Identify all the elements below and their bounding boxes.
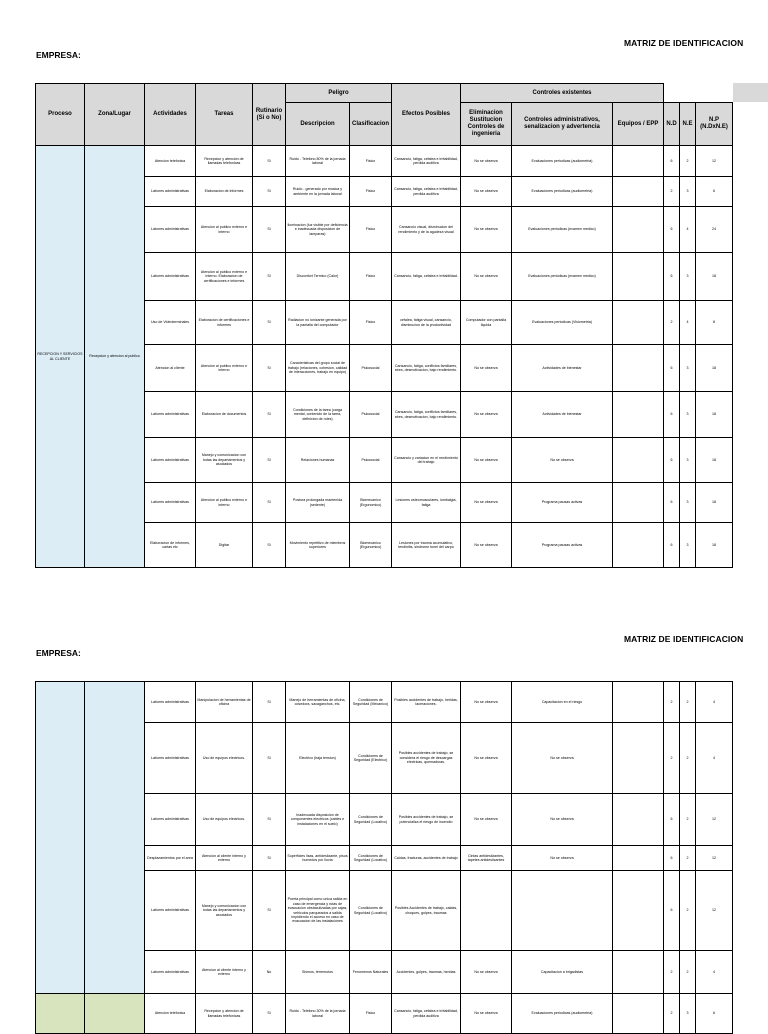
cell-equipos: [613, 794, 664, 846]
col-header-np: N.P (N.DxN.E): [696, 103, 733, 146]
cell-np: 18: [696, 438, 733, 483]
cell-ne: 2: [680, 871, 696, 951]
cell-clasificacion: Fisico: [350, 301, 392, 345]
cell-np: 18: [696, 523, 733, 568]
cell-efectos: Cansancio, fatiga, conflictos familiares, stres, desmotivacion, bajo rendimiento.: [392, 392, 461, 438]
cell-controles-admin: Programa pausas activas: [512, 523, 613, 568]
cell-actividad: Atencion telefonica: [145, 146, 196, 177]
cell-eliminacion: No se observa: [461, 207, 512, 253]
cell-clasificacion: Condiciones de Seguridad (Mecanico): [350, 682, 392, 723]
cell-proceso-continued: [36, 682, 85, 994]
cell-clasificacion: Condiciones de Seguridad (Locativo): [350, 871, 392, 951]
cell-equipos: [613, 723, 664, 794]
cell-efectos: Posibles accidentes de trabajo, se considera el riesgo de descargas electricas, quemaduras.: [392, 723, 461, 794]
cell-nd: 2: [664, 723, 680, 794]
col-header-peligro: Peligro: [286, 84, 392, 103]
cell-efectos: Cansancio, fatiga, cefalea e irritabilidad, perdida auditiva: [392, 994, 461, 1034]
col-header-clasificacion: Clasificacion: [350, 103, 392, 146]
cell-rutinario: No: [253, 951, 286, 994]
cell-tarea: Atencion al cliente interno y externo: [196, 951, 253, 994]
cell-ne: 2: [680, 146, 696, 177]
cell-actividad: Labores administrativas: [145, 871, 196, 951]
cell-ne: 3: [680, 392, 696, 438]
cell-actividad: Atencion al cliente: [145, 345, 196, 392]
col-header-equipos: Equipos / EPP: [613, 103, 664, 146]
cell-eliminacion: No se observa: [461, 682, 512, 723]
cell-np: 4: [696, 682, 733, 723]
cell-controles-admin: Evaluaciones periodicas (examen medico): [512, 253, 613, 301]
cell-controles-admin: Evaluaciones periodicas (Visiometria): [512, 301, 613, 345]
cell-nd: 2: [664, 682, 680, 723]
cell-np: 12: [696, 846, 733, 871]
cell-tarea: Elaboracion de documentos: [196, 392, 253, 438]
col-header-zona: Zona/Lugar: [85, 84, 145, 146]
cell-clasificacion: Psicosocial: [350, 438, 392, 483]
table-row: [36, 682, 733, 723]
page-title-2: MATRIZ DE IDENTIFICACION: [624, 634, 744, 644]
cell-descripcion: Inadecuada disposicion de componentes electricos (cables e instalaciones en el suelo): [286, 794, 350, 846]
cell-actividad: Labores administrativas: [145, 794, 196, 846]
cell-controles-admin: No se observa: [512, 438, 613, 483]
cell-descripcion: Superficies lisas, antideslizante, pisos humedos por lluvia: [286, 846, 350, 871]
cell-efectos: Lesiones por trauma acumulativo, tendinitis, sindrome tunel del carpo: [392, 523, 461, 568]
cell-nd: 2: [664, 951, 680, 994]
header-tab-block: [733, 83, 768, 102]
cell-descripcion: Ruido - Telefono 30% de la jornada laboral: [286, 994, 350, 1034]
cell-efectos: cefalea, fatiga visual, cansancio, disminucion de la productividad: [392, 301, 461, 345]
cell-np: 18: [696, 483, 733, 523]
cell-efectos: Cansancio, fatiga, conflictos familiares, stres, desmotivacion, bajo rendimiento.: [392, 345, 461, 392]
cell-equipos: [613, 846, 664, 871]
cell-actividad: Elaboracion de informes, cartas etc: [145, 523, 196, 568]
col-header-efectos: Efectos Posibles: [392, 84, 461, 146]
cell-efectos: Posibles accidentes de trabajo, se potencializa el riesgo de incendio: [392, 794, 461, 846]
cell-descripcion: Caracteristicas del grupo social de trabajo (relaciones, cohesion, calidad de interacciones, trabajo en equipo): [286, 345, 350, 392]
cell-ne: 2: [680, 951, 696, 994]
cell-eliminacion: No se observa: [461, 392, 512, 438]
cell-eliminacion: No se observa: [461, 146, 512, 177]
col-header-ne: N.E: [680, 103, 696, 146]
cell-eliminacion: Cintas antideslizantes, tapetes antideslizantes: [461, 846, 512, 871]
cell-nd: 6: [664, 523, 680, 568]
cell-ne: 2: [680, 723, 696, 794]
cell-eliminacion: No se observa: [461, 483, 512, 523]
cell-equipos: [613, 253, 664, 301]
cell-descripcion: Ruido - Telefono 80% de la jornada laboral: [286, 146, 350, 177]
cell-tarea: Digitar: [196, 523, 253, 568]
col-header-ctrl-admin: Controles administrativos, senalizacion y advertencia: [512, 103, 613, 146]
header-blank: [664, 84, 733, 103]
cell-controles-admin: Actividades de bienestar: [512, 392, 613, 438]
cell-efectos: Lesiones osteomusculares, lumbalgia, fatiga: [392, 483, 461, 523]
col-header-rutinario: Rutinario (Si o No): [253, 84, 286, 146]
cell-rutinario: Si: [253, 794, 286, 846]
col-header-nd: N.D: [664, 103, 680, 146]
cell-descripcion: Sismos, terremotos: [286, 951, 350, 994]
cell-actividad: Labores administrativas: [145, 723, 196, 794]
cell-clasificacion: Fenomenos Naturales: [350, 951, 392, 994]
cell-rutinario: Si: [253, 723, 286, 794]
cell-descripcion: Iluminacion (luz visible por deficiencia e inadecuada disposicion de lamparas): [286, 207, 350, 253]
cell-equipos: [613, 871, 664, 951]
cell-controles-admin: Programa pausas activas: [512, 483, 613, 523]
cell-rutinario: Si: [253, 523, 286, 568]
cell-rutinario: Si: [253, 846, 286, 871]
cell-clasificacion: Fisico: [350, 146, 392, 177]
cell-actividad: Labores administrativas: [145, 207, 196, 253]
cell-tarea: Elaboracion de certificaciones e informes: [196, 301, 253, 345]
cell-controles-admin: No se observa: [512, 723, 613, 794]
cell-rutinario: Si: [253, 682, 286, 723]
cell-nd: 6: [664, 438, 680, 483]
cell-eliminacion: [461, 871, 512, 951]
cell-rutinario: Si: [253, 207, 286, 253]
cell-equipos: [613, 345, 664, 392]
cell-np: 4: [696, 723, 733, 794]
cell-rutinario: Si: [253, 146, 286, 177]
col-header-actividades: Actividades: [145, 84, 196, 146]
cell-eliminacion: No se observa: [461, 345, 512, 392]
cell-clasificacion: Condiciones de Seguridad (Locativo): [350, 794, 392, 846]
cell-zona-next: [85, 994, 145, 1034]
cell-np: 12: [696, 794, 733, 846]
cell-ne: 2: [680, 794, 696, 846]
cell-np: 8: [696, 301, 733, 345]
cell-nd: 6: [664, 207, 680, 253]
cell-controles-admin: Evaluaciones periodicas (audiometria): [512, 994, 613, 1034]
cell-descripcion: Ruido - generado por musica y ambiente en la jornada laboral: [286, 177, 350, 207]
cell-descripcion: Disconfort Termico (Calor): [286, 253, 350, 301]
cell-equipos: [613, 177, 664, 207]
cell-eliminacion: No se observa: [461, 951, 512, 994]
table-row: [36, 146, 733, 177]
cell-controles-admin: Actividades de bienestar: [512, 345, 613, 392]
cell-descripcion: Puerta principal como unica salida en caso de emergencia y rutas de evacuacion obstaculizadas por cajas, vehiculos parqueados a salida impidiendo el acceso en caso de evacuacion de las instalaciones: [286, 871, 350, 951]
cell-tarea: Atencion al cliente interno y externo: [196, 846, 253, 871]
cell-nd: 6: [664, 392, 680, 438]
cell-descripcion: Manejo de herramientas de oficina, cosedora, sacaganchos, etc.: [286, 682, 350, 723]
cell-zona: Recepcion y atencion al publico: [85, 146, 145, 568]
cell-ne: 2: [680, 846, 696, 871]
cell-clasificacion: Fisico: [350, 207, 392, 253]
cell-efectos: Cansancio, fatiga, cefalea e irritabilidad, perdida auditiva: [392, 146, 461, 177]
cell-actividad: Labores administrativas: [145, 392, 196, 438]
cell-eliminacion: No se observa: [461, 177, 512, 207]
cell-rutinario: Si: [253, 438, 286, 483]
cell-controles-admin: Evaluaciones periodicas (audiometria): [512, 146, 613, 177]
cell-eliminacion: No se observa: [461, 438, 512, 483]
cell-actividad: Labores administrativas: [145, 682, 196, 723]
cell-nd: 6: [664, 794, 680, 846]
cell-nd: 6: [664, 846, 680, 871]
cell-eliminacion: No se observa: [461, 794, 512, 846]
cell-descripcion: Relaciones humanas: [286, 438, 350, 483]
cell-zona-continued: [85, 682, 145, 994]
cell-efectos: Cansancio, fatiga, cefalea e irritabilidad, perdida auditiva: [392, 177, 461, 207]
cell-ne: 2: [680, 682, 696, 723]
cell-controles-admin: Evaluaciones periodicas (audiometria): [512, 177, 613, 207]
cell-eliminacion: No se observa: [461, 523, 512, 568]
col-header-proceso: Proceso: [36, 84, 85, 146]
cell-clasificacion: Biomecanico (Ergonomico): [350, 483, 392, 523]
cell-tarea: Uso de equipos electricos.: [196, 723, 253, 794]
cell-ne: 3: [680, 483, 696, 523]
cell-equipos: [613, 682, 664, 723]
cell-controles-admin: Capacitacion en el riesgo: [512, 682, 613, 723]
cell-equipos: [613, 392, 664, 438]
cell-tarea: Manejo y comunicacion con todas las departamentos y asociados: [196, 871, 253, 951]
cell-equipos: [613, 438, 664, 483]
cell-rutinario: Si: [253, 392, 286, 438]
table-row: [36, 994, 733, 1034]
cell-nd: 2: [664, 301, 680, 345]
cell-ne: 3: [680, 253, 696, 301]
cell-descripcion: Movimiento repetitivo de miembros superiores: [286, 523, 350, 568]
cell-proceso: RECEPCION Y SERVICIOS AL CLIENTE: [36, 146, 85, 568]
cell-controles-admin: Capacitacion a brigadistas: [512, 951, 613, 994]
cell-descripcion: Electrico (baja tension): [286, 723, 350, 794]
cell-np: 18: [696, 345, 733, 392]
cell-controles-admin: No se observa: [512, 794, 613, 846]
cell-actividad: Labores administrativas: [145, 253, 196, 301]
cell-ne: 4: [680, 207, 696, 253]
cell-tarea: Atencion al publico externo e interno: [196, 207, 253, 253]
cell-nd: 6: [664, 483, 680, 523]
cell-nd: 6: [664, 345, 680, 392]
cell-efectos: Posibles accidentes de trabajo, heridas, laceraciones.: [392, 682, 461, 723]
cell-rutinario: Si: [253, 253, 286, 301]
cell-ne: 3: [680, 345, 696, 392]
cell-clasificacion: Fisico: [350, 994, 392, 1034]
cell-ne: 3: [680, 177, 696, 207]
cell-clasificacion: Fisico: [350, 253, 392, 301]
col-header-descripcion: Descripcion: [286, 103, 350, 146]
cell-nd: 6: [664, 146, 680, 177]
cell-rutinario: Si: [253, 301, 286, 345]
cell-ne: 3: [680, 994, 696, 1034]
risk-matrix-table-2: [35, 681, 733, 1034]
cell-tarea: Manejo y comunicacion con todas las departamentos y asociados: [196, 438, 253, 483]
cell-tarea: Atencion al publico externo e interno: [196, 483, 253, 523]
cell-equipos: [613, 523, 664, 568]
cell-actividad: Labores administrativas: [145, 438, 196, 483]
cell-equipos: [613, 146, 664, 177]
cell-ne: 4: [680, 301, 696, 345]
cell-tarea: Uso de equipos electricos.: [196, 794, 253, 846]
cell-tarea: Manipulacion de herramientas de oficina: [196, 682, 253, 723]
cell-np: 12: [696, 146, 733, 177]
cell-descripcion: Condiciones de la tarea (carga mental, contenido de la tarea, definicion de roles): [286, 392, 350, 438]
cell-np: 6: [696, 994, 733, 1034]
cell-equipos: [613, 483, 664, 523]
cell-efectos: Cansancio visual, disminucion del rendimiento y de la agudeza visual: [392, 207, 461, 253]
col-header-controles: Controles existentes: [461, 84, 664, 103]
cell-actividad: Uso de Videoterminales: [145, 301, 196, 345]
col-header-tareas: Tareas: [196, 84, 253, 146]
cell-controles-admin: No se observa: [512, 846, 613, 871]
cell-np: 4: [696, 951, 733, 994]
company-label-2: EMPRESA:: [36, 648, 81, 658]
cell-clasificacion: Psicosocial: [350, 345, 392, 392]
cell-clasificacion: Biomecanico (Ergonomico): [350, 523, 392, 568]
cell-equipos: [613, 301, 664, 345]
cell-efectos: Caidas, fracturas, accidentes de trabajo: [392, 846, 461, 871]
cell-rutinario: Si: [253, 483, 286, 523]
cell-clasificacion: Condiciones de Seguridad (Locativo): [350, 846, 392, 871]
cell-efectos: Accidentes, golpes, traumas, heridas: [392, 951, 461, 994]
cell-efectos: Cansancio, fatiga, cefalea e irritabilidad.: [392, 253, 461, 301]
cell-ne: 3: [680, 523, 696, 568]
cell-np: 6: [696, 177, 733, 207]
cell-eliminacion: No se observa: [461, 994, 512, 1034]
cell-controles-admin: [512, 871, 613, 951]
cell-tarea: Atencion al publico externo e interno. Elaboracion de certificaciones e informes: [196, 253, 253, 301]
cell-descripcion: Radiacion no ionizante generada por la pantalla del computador: [286, 301, 350, 345]
cell-rutinario: Si: [253, 994, 286, 1034]
cell-actividad: Labores administrativas: [145, 483, 196, 523]
cell-eliminacion: Computador con pantalla liquida: [461, 301, 512, 345]
page-title: MATRIZ DE IDENTIFICACION: [624, 38, 744, 48]
cell-actividad: Atencion telefonica: [145, 994, 196, 1034]
cell-controles-admin: Evaluaciones periodicas (examen medico): [512, 207, 613, 253]
cell-efectos: Cansancio y variacion en el rendimiento del trabajo: [392, 438, 461, 483]
cell-descripcion: Postura prolongada mantenida (sedente): [286, 483, 350, 523]
cell-eliminacion: No se observa: [461, 723, 512, 794]
cell-np: 12: [696, 871, 733, 951]
cell-proceso-next: [36, 994, 85, 1034]
cell-nd: 2: [664, 994, 680, 1034]
cell-clasificacion: Condiciones de Seguridad (Electrico): [350, 723, 392, 794]
col-header-eliminacion: Eliminacion Sustitucion Controles de ingenieria: [461, 103, 512, 146]
cell-actividad: Desplazamientos por el area: [145, 846, 196, 871]
cell-actividad: Labores administrativas: [145, 177, 196, 207]
cell-eliminacion: No se observa: [461, 253, 512, 301]
risk-matrix-table: [35, 83, 733, 568]
cell-equipos: [613, 994, 664, 1034]
cell-clasificacion: Fisico: [350, 177, 392, 207]
cell-clasificacion: Psicosocial: [350, 392, 392, 438]
cell-nd: 2: [664, 177, 680, 207]
cell-equipos: [613, 207, 664, 253]
cell-actividad: Labores administrativas: [145, 951, 196, 994]
company-label: EMPRESA:: [36, 50, 81, 60]
cell-np: 18: [696, 253, 733, 301]
cell-tarea: Elaboracion de informes: [196, 177, 253, 207]
cell-rutinario: Si: [253, 177, 286, 207]
cell-tarea: Recepcion y atencion de llamadas telefonicas: [196, 994, 253, 1034]
cell-equipos: [613, 951, 664, 994]
cell-efectos: Posibles Accidentes de trabajo, caidas, choques, golpes, traumas: [392, 871, 461, 951]
cell-tarea: Atencion al publico externo e interno: [196, 345, 253, 392]
cell-np: 24: [696, 207, 733, 253]
cell-np: 18: [696, 392, 733, 438]
cell-rutinario: Si: [253, 871, 286, 951]
cell-rutinario: Si: [253, 345, 286, 392]
cell-ne: 3: [680, 438, 696, 483]
cell-nd: 6: [664, 871, 680, 951]
cell-tarea: Recepcion y atencion de llamadas telefonicas: [196, 146, 253, 177]
cell-nd: 6: [664, 253, 680, 301]
